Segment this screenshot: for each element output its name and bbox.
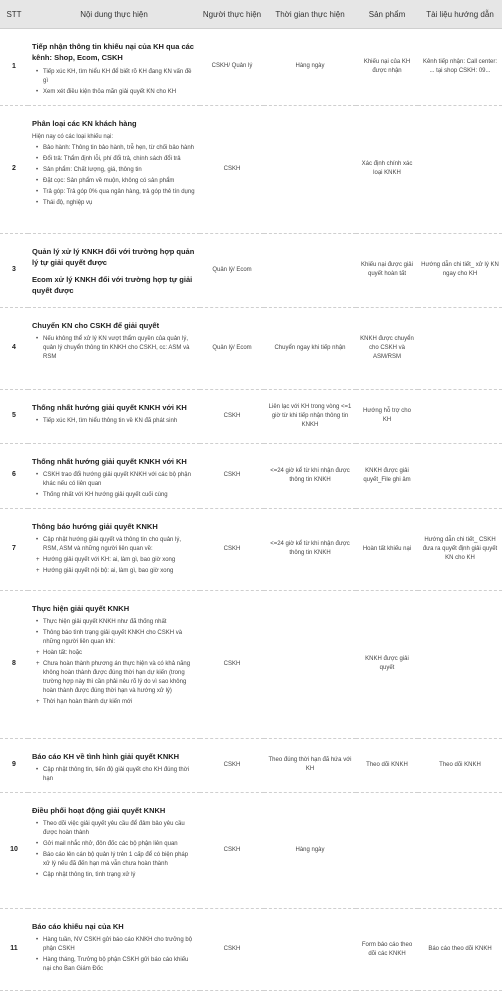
step-bullet-list [32,417,196,426]
cell-stt: 9 [0,738,28,792]
docs-text: Theo dõi KNKH [439,761,481,768]
cell-product [356,233,418,307]
person-text: CSKH [223,660,241,667]
step-intro: Hiện nay có các loại khiếu nại: [32,133,114,140]
cell-stt: 7 [0,508,28,590]
cell-docs [418,738,502,792]
step-bullet-list [32,471,196,500]
step-bullet-list [32,536,196,576]
step-bullet-list [32,618,196,707]
cell-content [28,508,200,590]
step-title: Tiếp nhận thông tin khiếu nại của KH qua các kênh: Shop, Ecom, CSKH [32,42,194,63]
person-text: CSKH [223,847,241,853]
product-text: KNKH được giải quyết_File ghi âm [363,467,411,483]
cell-time [264,105,356,233]
step-title-secondary: Ecom xử lý KNKH đổi với trường hợp tự giải quyết được [32,275,193,296]
bullet-item: • Bảo hành: Thông tin bảo hành, trễ hẹn, từ chối bảo hành [36,144,196,153]
product-text: Khiếu nại được giải quyết hoàn tất [361,262,413,277]
sub-bullet-item: + Thời hạn hoàn thành dự kiến mới [36,698,196,707]
cell-product [356,307,418,389]
cell-time [264,590,356,738]
cell-time [264,307,356,389]
cell-docs [418,909,502,991]
cell-time [264,29,356,106]
cell-product [356,909,418,991]
cell-time [264,443,356,508]
bullet-item: • Thực hiện giải quyết KNKH như đã thống nhất [36,618,196,627]
header-person: Người thực hiện [200,0,264,29]
header-stt: STT [0,0,28,29]
cell-person [200,738,264,792]
cell-time [264,909,356,991]
product-text: KNKH được chuyển cho CSKH và ASM/RSM [360,335,414,360]
cell-product [356,590,418,738]
cell-product [356,29,418,106]
cell-person [200,105,264,233]
cell-docs [418,233,502,307]
bullet-item: • Thông báo tình trạng giải quyết KNKH cho CSKH và những người liên quan khi: [36,629,196,647]
bullet-item: • Hàng tháng, Trưởng bộ phận CSKH gửi báo cáo khiếu nại cho Ban Giám Đốc [36,956,196,974]
step-bullet-list [32,335,196,362]
cell-docs [418,508,502,590]
cell-product [356,508,418,590]
cell-person [200,508,264,590]
bullet-item: • Sản phẩm: Chất lượng, giá, thông tin [36,166,196,175]
step-bullet-list [32,144,196,208]
bullet-item: • CSKH trao đổi hướng giải quyết KNKH với các bộ phận khác nếu có liên quan [36,471,196,489]
table-row [0,389,502,443]
sub-bullet-item: + Hướng giải quyết nội bộ: ai, làm gì, bao giờ xong [36,567,196,576]
product-text: Khiếu nại của KH được nhận [363,58,411,74]
person-text: CSKH [223,165,241,172]
person-text: Quản lý/ Ecom [212,266,252,273]
header-product: Sản phẩm [356,0,418,29]
cell-product [356,738,418,792]
cell-time [264,793,356,909]
table-row [0,909,502,991]
cell-stt: 2 [0,105,28,233]
step-title: Báo cáo KH về tình hình giải quyết KNKH [32,751,180,761]
person-text: CSKH [223,761,241,768]
cell-stt: 11 [0,909,28,991]
step-title: Phân loại các KN khách hàng [32,118,137,128]
cell-product [356,105,418,233]
docs-text: Hướng dẫn chi tiết_ CSKH đưa ra quyết định giải quyết KN cho KH [422,536,498,561]
step-bullet-list [32,936,196,974]
cell-docs [418,793,502,909]
cell-content [28,909,200,991]
cell-product [356,443,418,508]
bullet-item: • Tiếp xúc KH, tìm hiểu KH để biết rõ KH đang KN vấn đề gì [36,68,196,86]
product-text: KNKH được giải quyết [365,656,409,672]
cell-docs [418,389,502,443]
bullet-item: • Theo dõi việc giải quyết yêu cầu để đảm bảo yêu cầu được hoàn thành [36,820,196,838]
cell-stt: 6 [0,443,28,508]
bullet-item: • Hàng tuần, NV CSKH gửi báo cáo KNKH cho trưởng bộ phận CSKH [36,936,196,954]
step-title: Thực hiện giải quyết KNKH [32,603,130,613]
time-text: Theo đúng thời hạn đã hứa với KH [268,757,352,773]
sub-bullet-item: + Hướng giải quyết với KH: ai, làm gì, bao giờ xong [36,556,196,565]
docs-text: Kênh tiếp nhận: Call center: ... tại shop CSKH: 09... [422,58,498,74]
cell-docs [418,307,502,389]
cell-stt: 8 [0,590,28,738]
bullet-item: • Thống nhất với KH hướng giải quyết cuối cùng [36,491,196,500]
step-title: Quản lý xử lý KNKH đổi với trường hợp quản lý tự giải quyết được [32,246,195,267]
cell-time [264,389,356,443]
table-row [0,508,502,590]
sub-bullet-item: + Chưa hoàn thành phương án thực hiện và có khả năng không hoàn thành được đúng thời hạn dự kiến (trong trường hợp này thì cần phải nêu rõ lý do vì sao không hoàn thành được đúng thời hạn và hướng xử lý) [36,660,196,696]
product-text: Theo dõi KNKH [366,761,408,768]
cell-product [356,389,418,443]
step-bullet-list [32,68,196,97]
cell-person [200,29,264,106]
product-text: Xác định chính xác loại KNKH [361,161,413,176]
time-text: Hàng ngày [295,847,325,853]
bullet-item: • Đặt cọc: Sản phẩm về muộn, không có sản phẩm [36,177,196,186]
step-bullet-list [32,766,196,784]
cell-content [28,793,200,909]
step-title: Điều phối hoạt động giải quyết KNKH [32,806,166,815]
cell-person [200,233,264,307]
bullet-item: • Cập nhật thông tin, tình trạng xử lý [36,871,196,880]
cell-stt: 4 [0,307,28,389]
person-text: CSKH/ Quản lý [211,63,253,70]
cell-time [264,738,356,792]
person-text: CSKH [223,545,241,552]
time-text: Chuyển ngay khi tiếp nhận [274,344,346,351]
time-text: Liên lạc với KH trong vòng <=1 giờ từ khi tiếp nhận thông tin KNKH [268,403,352,428]
cell-docs [418,29,502,106]
table-header-row [0,0,502,29]
step-title: Chuyển KN cho CSKH để giải quyết [32,320,160,330]
cell-content [28,590,200,738]
cell-content [28,105,200,233]
bullet-item: • Gởi mail nhắc nhở, đôn đốc các bộ phận liên quan [36,840,196,849]
sub-bullet-item: + Hoàn tất: hoặc [36,649,196,658]
product-text: Hoàn tất khiếu nại [362,545,412,552]
bullet-item: • Thái độ, nghiệp vụ [36,199,196,208]
cell-person [200,443,264,508]
cell-time [264,508,356,590]
bullet-item: • Cập nhật hướng giải quyết và thông tin cho quản lý, RSM, ASM và những người liên quan về: [36,536,196,554]
table-body [0,29,502,991]
cell-docs [418,443,502,508]
header-content: Nội dung thực hiện [28,0,200,29]
cell-content [28,233,200,307]
cell-content [28,443,200,508]
cell-time [264,233,356,307]
time-text: <=24 giờ kể từ khi nhận được thông tin KNKH [270,541,350,557]
cell-docs [418,590,502,738]
product-text: Form báo cáo theo dõi các KNKH [361,941,413,957]
cell-person [200,909,264,991]
cell-docs [418,105,502,233]
cell-person [200,307,264,389]
bullet-item: • Xem xét điều kiện thỏa mãn giải quyết KN cho KH [36,88,196,97]
table-row [0,307,502,389]
table-row [0,443,502,508]
step-title: Báo cáo khiếu nại của KH [32,922,124,931]
cell-content [28,29,200,106]
time-text: Hàng ngày [295,63,325,70]
person-text: CSKH [223,412,241,419]
cell-content [28,738,200,792]
cell-person [200,590,264,738]
bullet-item: • Đổi trả: Thẩm định lỗi, phí đổi trả, chính sách đổi trả [36,155,196,164]
bullet-item: • Tiếp xúc KH, tìm hiểu thông tin về KN đã phát sinh [36,417,196,426]
person-text: CSKH [223,472,241,479]
cell-person [200,793,264,909]
cell-stt: 1 [0,29,28,106]
cell-content [28,307,200,389]
header-docs: Tài liệu hướng dẫn [418,0,502,29]
docs-text: Báo cáo theo dõi KNKH [428,946,492,952]
cell-stt: 3 [0,233,28,307]
docs-text: Hướng dẫn chi tiết_ xử lý KN ngay cho KH [421,262,499,277]
cell-stt: 10 [0,793,28,909]
bullet-item: • Trả góp: Trả góp 0% qua ngân hàng, trả góp thẻ tín dụng [36,188,196,197]
table-row [0,233,502,307]
step-title: Thống nhất hướng giải quyết KNKH với KH [32,456,187,466]
product-text: Hướng hỗ trợ cho KH [363,408,411,423]
cell-person [200,389,264,443]
cell-product [356,793,418,909]
step-bullet-list [32,820,196,880]
bullet-item: • Báo cáo lên cán bộ quản lý trên 1 cấp để có biện pháp xử lý nếu đã đến hạn mà vẫn chưa hoàn thành [36,851,196,869]
person-text: Quản lý/ Ecom [212,344,252,351]
table-row [0,738,502,792]
header-time: Thời gian thực hiện [264,0,356,29]
table-row [0,105,502,233]
person-text: CSKH [223,946,241,952]
bullet-item: • Nếu không thể xử lý KN vượt thẩm quyền của quản lý, quản lý chuyển thông tin KNKH cho CSKH, cc: ASM và RSM [36,335,196,362]
table-row [0,29,502,106]
time-text: <=24 giờ kể từ khi nhận được thông tin KNKH [270,467,350,483]
table-row [0,793,502,909]
step-title: Thống nhất hướng giải quyết KNKH với KH [32,402,187,412]
table-row [0,590,502,738]
cell-content [28,389,200,443]
cell-stt: 5 [0,389,28,443]
step-title: Thông báo hướng giải quyết KNKH [32,521,158,531]
bullet-item: • Cập nhật thông tin, tiến độ giải quyết cho KH đúng thời hạn [36,766,196,784]
